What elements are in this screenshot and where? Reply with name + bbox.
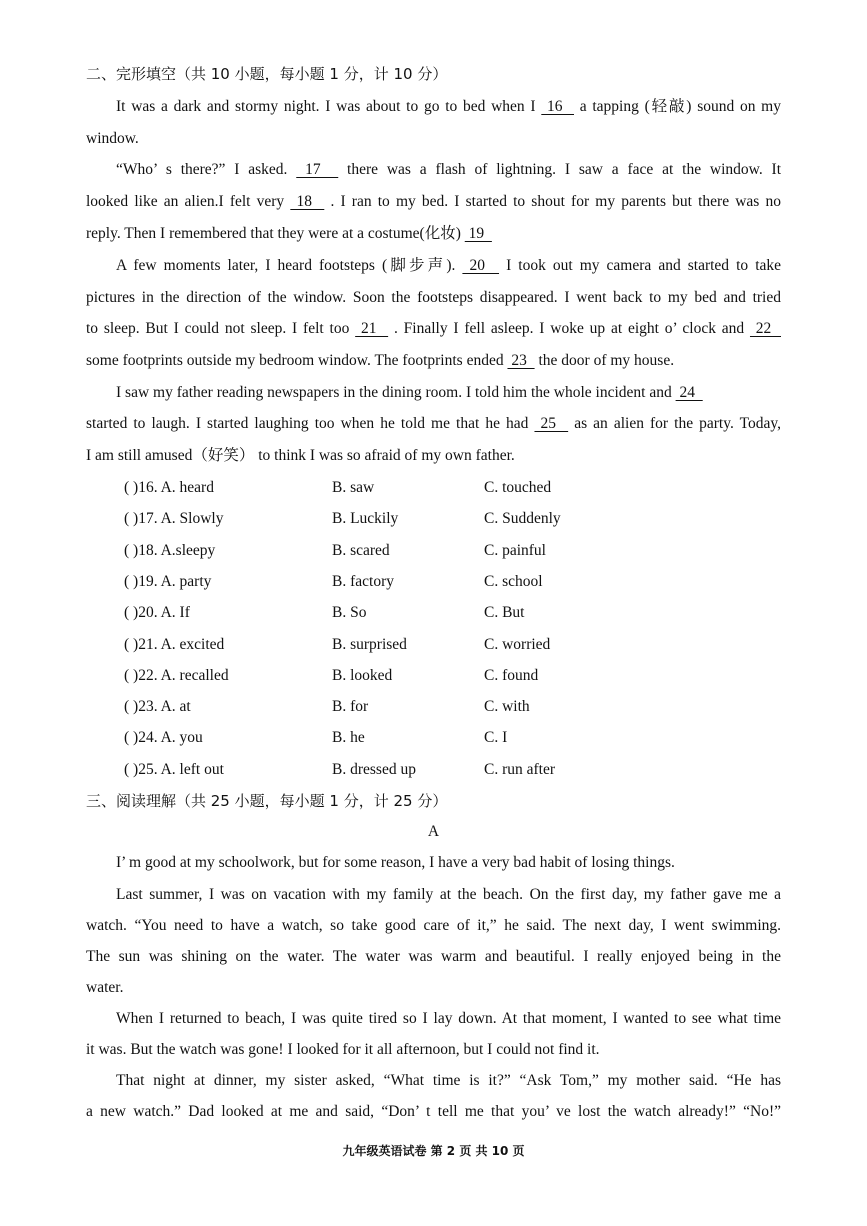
cloze-line xyxy=(86,288,781,308)
blank-number: 24 xyxy=(675,384,703,401)
cloze-text: there was a flash of lightning. I saw a face at the window. It xyxy=(338,161,782,178)
blank-number: 20 xyxy=(462,257,500,274)
question-option-a: ( )16. A. heard xyxy=(124,479,214,496)
cloze-text: started to laugh. I started laughing too when he told me that he had xyxy=(86,415,535,432)
question-option-c: C. with xyxy=(484,698,530,716)
blank-number: 19 xyxy=(464,225,492,242)
question-option-a: ( )21. A. excited xyxy=(124,635,225,653)
reading-line: That night at dinner, my sister asked, “What time is it?” “Ask Tom,” my mother said. “He has xyxy=(116,1072,781,1089)
cloze-text: as an alien for the party. Today, xyxy=(568,415,782,432)
reading-line: Last summer, I was on vacation with my family at the beach. On the first day, my father gave me a xyxy=(116,886,781,903)
question-option-a: ( )24. A. you xyxy=(124,729,203,747)
cloze-text: . Finally I fell asleep. I woke up at eight o’ clock and xyxy=(388,320,750,337)
cloze-text: . I ran to my bed. I started to shout for my parents but there was no xyxy=(324,193,781,210)
passage-label: A xyxy=(427,823,440,840)
blank-number: 21 xyxy=(355,320,389,337)
question-option-c: C. painful xyxy=(484,541,546,559)
cloze-line xyxy=(116,160,781,180)
cloze-line xyxy=(86,446,515,466)
cloze-line xyxy=(86,351,674,371)
cloze-text: It was a dark and stormy night. I was about to go to bed when I xyxy=(116,98,542,115)
question-option-a: ( )20. A. If xyxy=(124,604,190,622)
question-option-a: ( )23. A. at xyxy=(124,698,191,716)
reading-line: a new watch.” Dad looked at me and said, “Don’ t tell me that you’ ve lost the watch already!” “No!” xyxy=(86,1103,781,1120)
cloze-line xyxy=(86,414,781,434)
question-option-b: B. saw xyxy=(332,479,375,496)
question-option-b: B. he xyxy=(332,729,365,747)
reading-line: The sun was shining on the water. The water was warm and beautiful. I really enjoyed being in the xyxy=(86,948,781,965)
question-option-b: B. looked xyxy=(332,666,393,684)
cloze-text: a tapping (轻敲) sound on my xyxy=(574,98,781,115)
question-option-b: B. scared xyxy=(332,541,390,559)
section2-heading: 二、完形填空（共 10 小题，每小题 1 分，计 10 分） xyxy=(86,65,448,83)
blank-number: 16 xyxy=(541,98,574,115)
blank-number: 18 xyxy=(290,193,325,210)
cloze-text: pictures in the direction of the window. Soon the footsteps disappeared. I went back to my bed and tried xyxy=(86,289,781,306)
question-option-a: ( )25. A. left out xyxy=(124,760,224,778)
question-option-c: C. worried xyxy=(484,635,551,653)
question-option-c: C. found xyxy=(484,666,539,684)
cloze-line xyxy=(86,129,139,149)
cloze-line xyxy=(86,192,781,212)
question-option-b: B. dressed up xyxy=(332,760,416,778)
question-option-c: C. touched xyxy=(484,479,552,496)
cloze-line xyxy=(116,97,781,117)
question-option-b: B. So xyxy=(332,604,367,622)
cloze-text: reply. Then I remembered that they were at a costume(化妆) xyxy=(86,225,465,242)
question-option-c: C. But xyxy=(484,604,525,622)
question-option-a: ( )22. A. recalled xyxy=(124,666,229,684)
cloze-text: some footprints outside my bedroom window. The footprints ended xyxy=(86,352,508,369)
cloze-line xyxy=(86,319,781,339)
question-option-c: C. Suddenly xyxy=(484,510,561,528)
blank-number: 22 xyxy=(749,320,781,337)
question-option-b: B. factory xyxy=(332,572,394,590)
question-option-a: ( )17. A. Slowly xyxy=(124,510,224,528)
cloze-text: the door of my house. xyxy=(534,352,675,369)
cloze-text: to sleep. But I could not sleep. I felt too xyxy=(86,320,356,337)
question-option-c: C. run after xyxy=(484,760,556,778)
question-option-c: C. I xyxy=(484,729,508,747)
question-option-a: ( )19. A. party xyxy=(124,572,212,590)
cloze-text: I saw my father reading newspapers in the dining room. I told him the whole incident and xyxy=(116,384,676,401)
cloze-text: “Who’ s there?” I asked. xyxy=(116,161,297,178)
cloze-line xyxy=(116,256,781,276)
question-option-b: B. surprised xyxy=(332,635,407,653)
cloze-text: A few moments later, I heard footsteps (脚步声). xyxy=(116,257,463,274)
question-option-a: ( )18. A.sleepy xyxy=(124,541,216,559)
cloze-text: looked like an alien.I felt very xyxy=(86,193,291,210)
question-option-c: C. school xyxy=(484,572,543,590)
reading-line: When I returned to beach, I was quite tired so I lay down. At that moment, I wanted to see what time xyxy=(116,1010,781,1027)
cloze-text: I took out my camera and started to take xyxy=(499,257,782,274)
page-footer: 九年级英语试卷 第 2 页 共 10 页 xyxy=(342,1144,525,1158)
blank-number: 23 xyxy=(507,352,535,369)
cloze-line xyxy=(86,224,492,244)
cloze-line xyxy=(116,383,703,403)
blank-number: 25 xyxy=(534,415,569,432)
reading-line: water. xyxy=(86,979,124,996)
question-option-b: B. Luckily xyxy=(332,510,399,528)
cloze-text: window. xyxy=(86,130,139,147)
cloze-text: I am still amused（好笑） to think I was so afraid of my own father. xyxy=(86,447,515,464)
reading-line: I’ m good at my schoolwork, but for some reason, I have a very bad habit of losing things. xyxy=(116,854,675,871)
reading-line: it was. But the watch was gone! I looked for it all afternoon, but I could not find it. xyxy=(86,1041,600,1058)
blank-number: 17 xyxy=(296,161,339,178)
question-option-b: B. for xyxy=(332,698,369,716)
section3-heading: 三、阅读理解（共 25 小题，每小题 1 分，计 25 分） xyxy=(86,792,448,810)
reading-line: watch. “You need to have a watch, so take good care of it,” he said. The next day, I went swimming. xyxy=(86,917,781,934)
